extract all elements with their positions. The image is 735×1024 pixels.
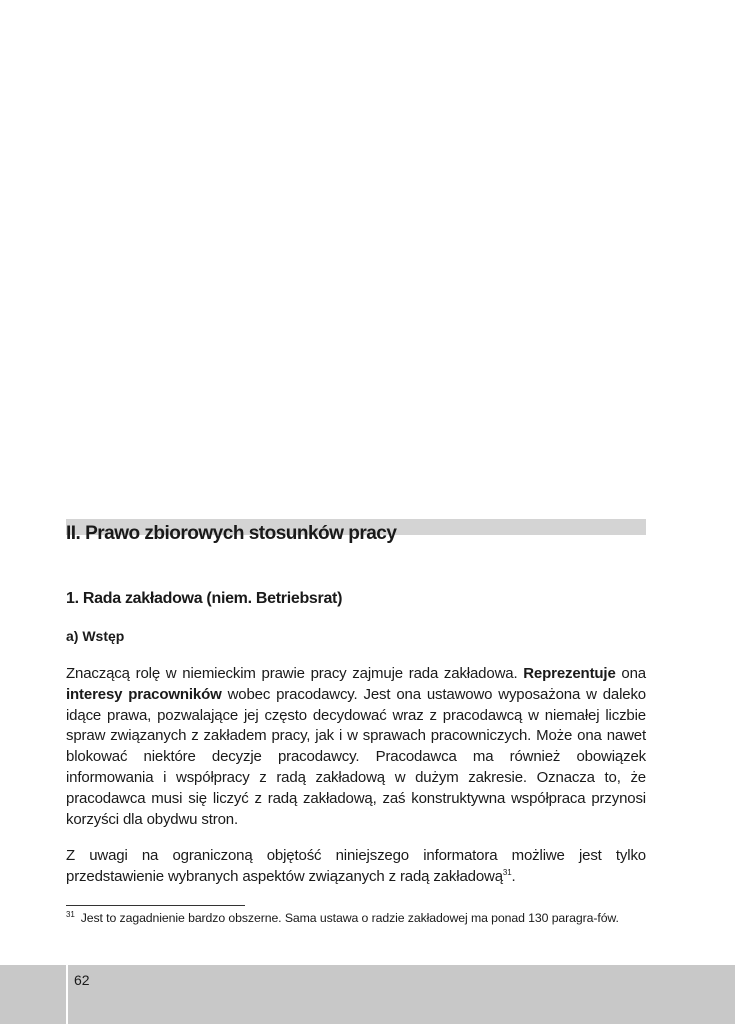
- footer-band: [0, 965, 735, 1024]
- footnote-divider: [66, 905, 245, 906]
- subsection-title: a) Wstęp: [66, 628, 125, 644]
- paragraph-intro-text-2: ona: [615, 665, 646, 682]
- paragraph-intro-text-1: Znaczącą rolę w niemieckim prawie pracy zajmuje rada zakładowa.: [66, 665, 524, 682]
- chapter-title: II. Prawo zbiorowych stosunków pracy: [66, 523, 397, 544]
- paragraph-intro-bold-2: interesy pracowników: [66, 685, 222, 703]
- footnote-reference[interactable]: 31: [502, 867, 512, 877]
- section-title: 1. Rada zakładowa (niem. Betriebsrat): [66, 590, 343, 607]
- paragraph-scope-text: Z uwagi na ograniczoną objętość niniejszego informatora możliwe jest tylko przedstawienie wybranych aspektów związanych z radą zakładową: [66, 847, 646, 885]
- footer-divider: [66, 965, 68, 1024]
- paragraph-intro-bold-1: Reprezentuje: [523, 665, 616, 682]
- page-number: 62: [74, 972, 90, 988]
- paragraph-scope: [66, 846, 646, 888]
- footnote: [66, 910, 646, 927]
- paragraph-scope-end: .: [511, 867, 516, 885]
- footnote-text: Jest to zagadnienie bardzo obszerne. Sama ustawa o radzie zakładowej ma ponad 130 paragra-fów.: [80, 911, 619, 925]
- footnote-number: 31: [66, 909, 75, 919]
- paragraph-intro: [66, 664, 646, 830]
- paragraph-intro-text-3: wobec pracodawcy. Jest ona ustawowo wyposażona w daleko idące prawa, pozwalające jej często decydować wraz z pracodawcą w niemałej liczbie spraw związanych z zakładem pracy, jak i w sprawach pracowniczych. Może ona nawet blokować niektóre decyzje pracodawcy. Pracodawca ma również obowiązek informowania i współpracy z radą zakładową w dużym zakresie. Oznacza to, że pracodawca musi się liczyć z radą zakładową, zaś konstruktywna współpraca przynosi korzyści dla obydwu stron.: [66, 685, 646, 828]
